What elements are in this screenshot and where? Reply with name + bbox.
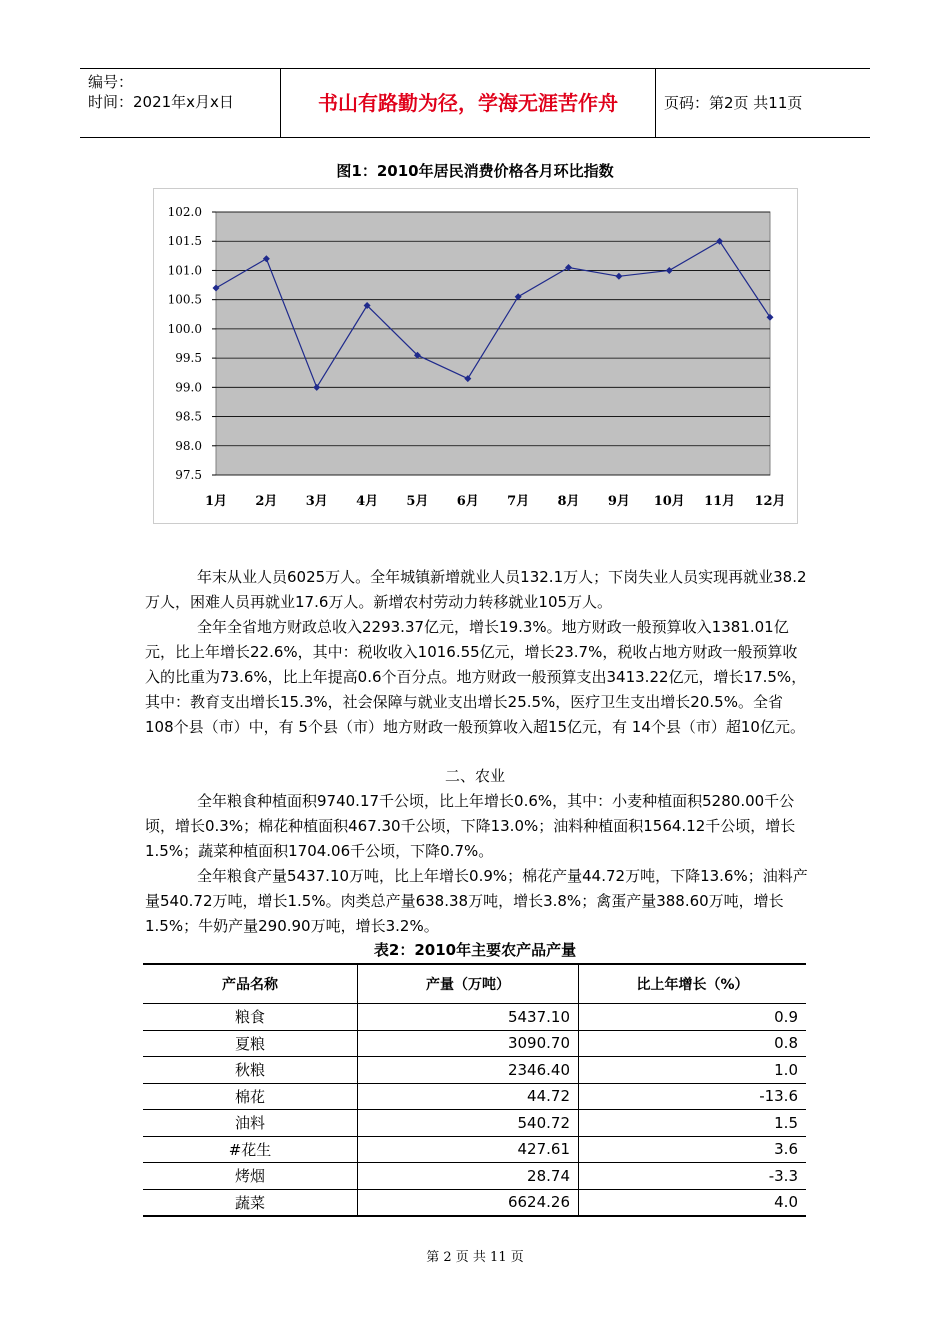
- paragraph-employment: 年末从业人员6025万人。全年城镇新增就业人员132.1万人；下岗失业人员实现再就业38.2万人，困难人员再就业17.6万人。新增农村劳动力转移就业105万人。: [145, 568, 807, 611]
- product-growth: 0.9: [579, 1004, 807, 1031]
- table-row: [143, 1004, 806, 1031]
- product-name: 烤烟: [143, 1163, 358, 1190]
- y-tick-label: 100.5: [167, 292, 202, 307]
- table-row: [143, 1083, 806, 1110]
- product-growth: 1.0: [579, 1057, 807, 1084]
- product-name: 蔬菜: [143, 1189, 358, 1216]
- product-output: 28.74: [358, 1163, 579, 1190]
- x-tick-label: 5月: [406, 494, 429, 509]
- x-tick-label: 9月: [607, 494, 630, 509]
- product-growth: 3.6: [579, 1136, 807, 1163]
- y-tick-label: 102.0: [167, 205, 202, 219]
- page-header: [80, 68, 870, 138]
- product-output: 5437.10: [358, 1004, 579, 1031]
- table-row: [143, 1136, 806, 1163]
- table-row: [143, 1163, 806, 1190]
- paragraph-output: 全年粮食产量5437.10万吨，比上年增长0.9%；棉花产量44.72万吨，下降13.6%；油料产量540.72万吨，增长1.5%。肉类总产量638.38万吨，增长3.8%；禽蛋产量388.60万吨，增长1.5%；牛奶产量290.90万吨，增长3.2%。: [145, 867, 808, 935]
- y-tick-label: 100.0: [167, 321, 202, 336]
- x-tick-label: 3月: [305, 494, 328, 509]
- table-row: [143, 1030, 806, 1057]
- x-tick-label: 2月: [255, 494, 278, 509]
- x-tick-label: 11月: [704, 494, 736, 509]
- product-name: 棉花: [143, 1083, 358, 1110]
- date-label: 时间：2021年x月x日: [88, 93, 234, 111]
- x-tick-label: 12月: [754, 494, 786, 509]
- section-title: 二、农业: [444, 767, 505, 785]
- product-name: 粮食: [143, 1004, 358, 1031]
- product-output: 44.72: [358, 1083, 579, 1110]
- number-label: 编号：: [88, 73, 134, 91]
- cpi-line-chart: [154, 189, 797, 523]
- table-header-row: [143, 964, 806, 1004]
- table-row: [143, 1057, 806, 1084]
- figure-title: 图1：2010年居民消费价格各月环比指数: [336, 162, 614, 180]
- header-motto: 书山有路勤为径，学海无涯苦作舟: [280, 69, 656, 137]
- agri-output-table: [143, 963, 806, 1217]
- header-meta: [80, 69, 280, 137]
- table-title: 表2：2010年主要农产品产量: [373, 941, 577, 959]
- product-name: #花生: [143, 1136, 358, 1163]
- product-name: 夏粮: [143, 1030, 358, 1057]
- product-name: 油料: [143, 1110, 358, 1137]
- table-row: [143, 1110, 806, 1137]
- x-tick-label: 6月: [456, 494, 479, 509]
- page-footer: 第 2 页 共 11 页: [426, 1250, 524, 1265]
- y-tick-label: 101.0: [167, 263, 202, 278]
- product-output: 3090.70: [358, 1030, 579, 1057]
- text-block-1: [145, 565, 810, 740]
- x-tick-label: 7月: [507, 494, 530, 509]
- y-tick-label: 98.0: [175, 438, 202, 453]
- y-tick-label: 99.0: [175, 380, 202, 395]
- x-tick-label: 10月: [653, 494, 685, 509]
- product-output: 540.72: [358, 1110, 579, 1137]
- text-block-2: [145, 789, 810, 939]
- product-growth: -13.6: [579, 1083, 807, 1110]
- table-row: [143, 1189, 806, 1216]
- x-tick-label: 1月: [204, 494, 228, 509]
- paragraph-planting: 全年粮食种植面积9740.17千公顷，比上年增长0.6%，其中：小麦种植面积5280.00千公顷，增长0.3%；棉花种植面积467.30千公顷，下降13.0%；油料种植面积1564.12千公顷，增长1.5%；蔬菜种植面积1704.06千公顷，下降0.7%。: [145, 792, 796, 860]
- col-header-output: 产量（万吨）: [358, 964, 579, 1004]
- product-name: 秋粮: [143, 1057, 358, 1084]
- product-output: 6624.26: [358, 1189, 579, 1216]
- product-growth: 4.0: [579, 1189, 807, 1216]
- product-growth: 1.5: [579, 1110, 807, 1137]
- paragraph-finance: 全年全省地方财政总收入2293.37亿元，增长19.3%。地方财政一般预算收入1381.01亿元，比上年增长22.6%，其中：税收收入1016.55亿元，增长23.7%，税收占地方财政一般预算收入的比重为73.6%，比上年提高0.6个百分点。地方财政一般预算支出3413.22亿元，增长17.5%，其中：教育支出增长15.3%，社会保障与就业支出增长25.5%，医疗卫生支出增长20.5%。全省108个县（市）中，有 5个县（市）地方财政一般预算收入超15亿元，有 14个县（市）超10亿元。: [145, 618, 807, 736]
- col-header-growth: 比上年增长（%）: [579, 964, 807, 1004]
- y-tick-label: 101.5: [167, 234, 202, 249]
- header-page-label: 页码：第2页 共11页: [664, 94, 803, 112]
- cpi-chart: [153, 188, 798, 524]
- product-output: 2346.40: [358, 1057, 579, 1084]
- product-growth: -3.3: [579, 1163, 807, 1190]
- x-tick-label: 8月: [557, 494, 580, 509]
- product-growth: 0.8: [579, 1030, 807, 1057]
- y-tick-label: 98.5: [175, 409, 202, 424]
- product-output: 427.61: [358, 1136, 579, 1163]
- col-header-product: 产品名称: [143, 964, 358, 1004]
- y-tick-label: 99.5: [175, 351, 202, 366]
- y-tick-label: 97.5: [175, 468, 202, 482]
- x-tick-label: 4月: [356, 494, 379, 509]
